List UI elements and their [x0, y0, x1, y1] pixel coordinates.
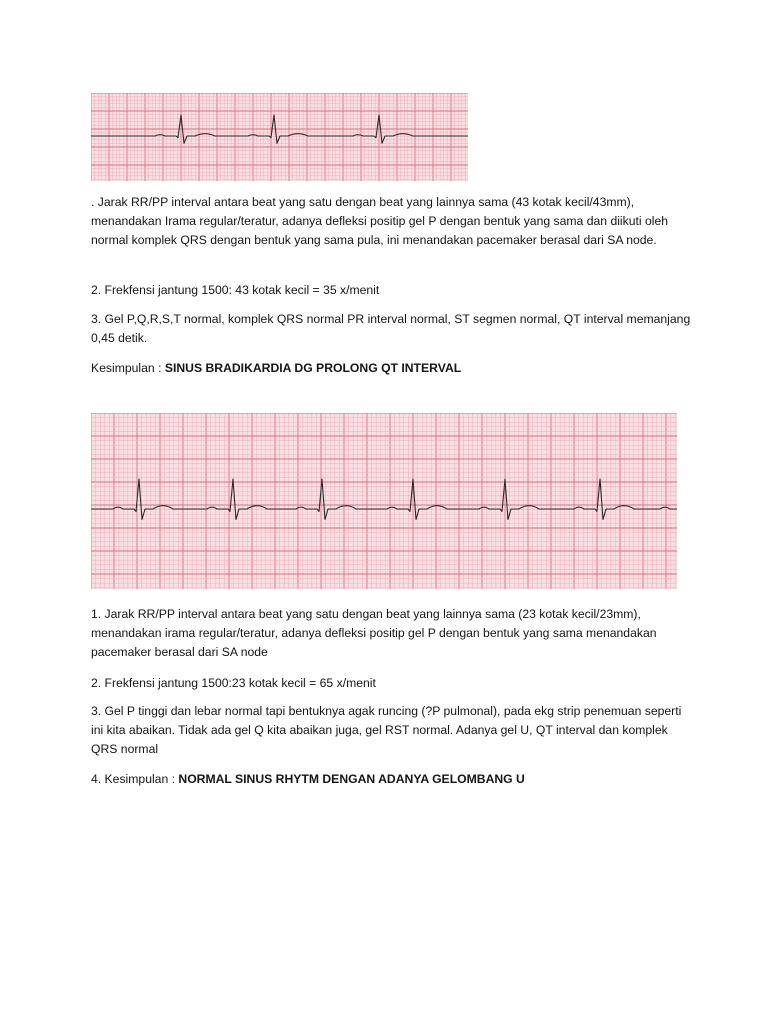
section1-paragraph-2: 2. Frekfensi jantung 1500: 43 kotak kecil = 35 x/menit: [91, 283, 380, 297]
ecg-strip-1: [91, 93, 468, 181]
section1-conclusion: [91, 359, 691, 378]
ecg-strip-2-paper: [91, 413, 677, 589]
section1-paragraph-1: . Jarak RR/PP interval antara beat yang satu dengan beat yang lainnya sama (43 kotak kecil/43mm), menandakan Irama regular/teratur, adanya defleksi positip gel P dengan bentuk yang sama dan diikuti oleh normal komplek QRS dengan bentuk yang sama pula, ini menandakan pacemaker berasal dari SA node.: [91, 195, 669, 247]
ecg-strip-2: [91, 413, 677, 589]
section2-paragraph-3: 3. Gel P tinggi dan lebar normal tapi bentuknya agak runcing (?P pulmonal), pada ekg strip penemuan seperti ini kita abaikan. Tidak ada gel Q kita abaikan juga, gel RST normal. Adanya gel U, QT interval dan komplek QRS normal: [91, 704, 682, 756]
section2-conclusion: [91, 770, 691, 789]
section2-conclusion-label: 4. Kesimpulan :: [91, 772, 179, 786]
section2-conclusion-value: NORMAL SINUS RHYTM DENGAN ADANYA GELOMBANG U: [178, 772, 525, 786]
section2-paragraph-2: 2. Frekfensi jantung 1500:23 kotak kecil = 65 x/menit: [91, 676, 376, 690]
section1-conclusion-label: Kesimpulan :: [91, 361, 165, 375]
section1-paragraph-3: 3. Gel P,Q,R,S,T normal, komplek QRS normal PR interval normal, ST segmen normal, QT interval memanjang 0,45 detik.: [91, 312, 691, 345]
section1-conclusion-value: SINUS BRADIKARDIA DG PROLONG QT INTERVAL: [164, 361, 462, 375]
section2-paragraph-1: 1. Jarak RR/PP interval antara beat yang satu dengan beat yang lainnya sama (23 kotak kecil/23mm), menandakan irama regular/teratur, adanya defleksi positip gel P dengan bentuk yang sama menandakan pacemaker berasal dari SA node: [91, 607, 657, 659]
